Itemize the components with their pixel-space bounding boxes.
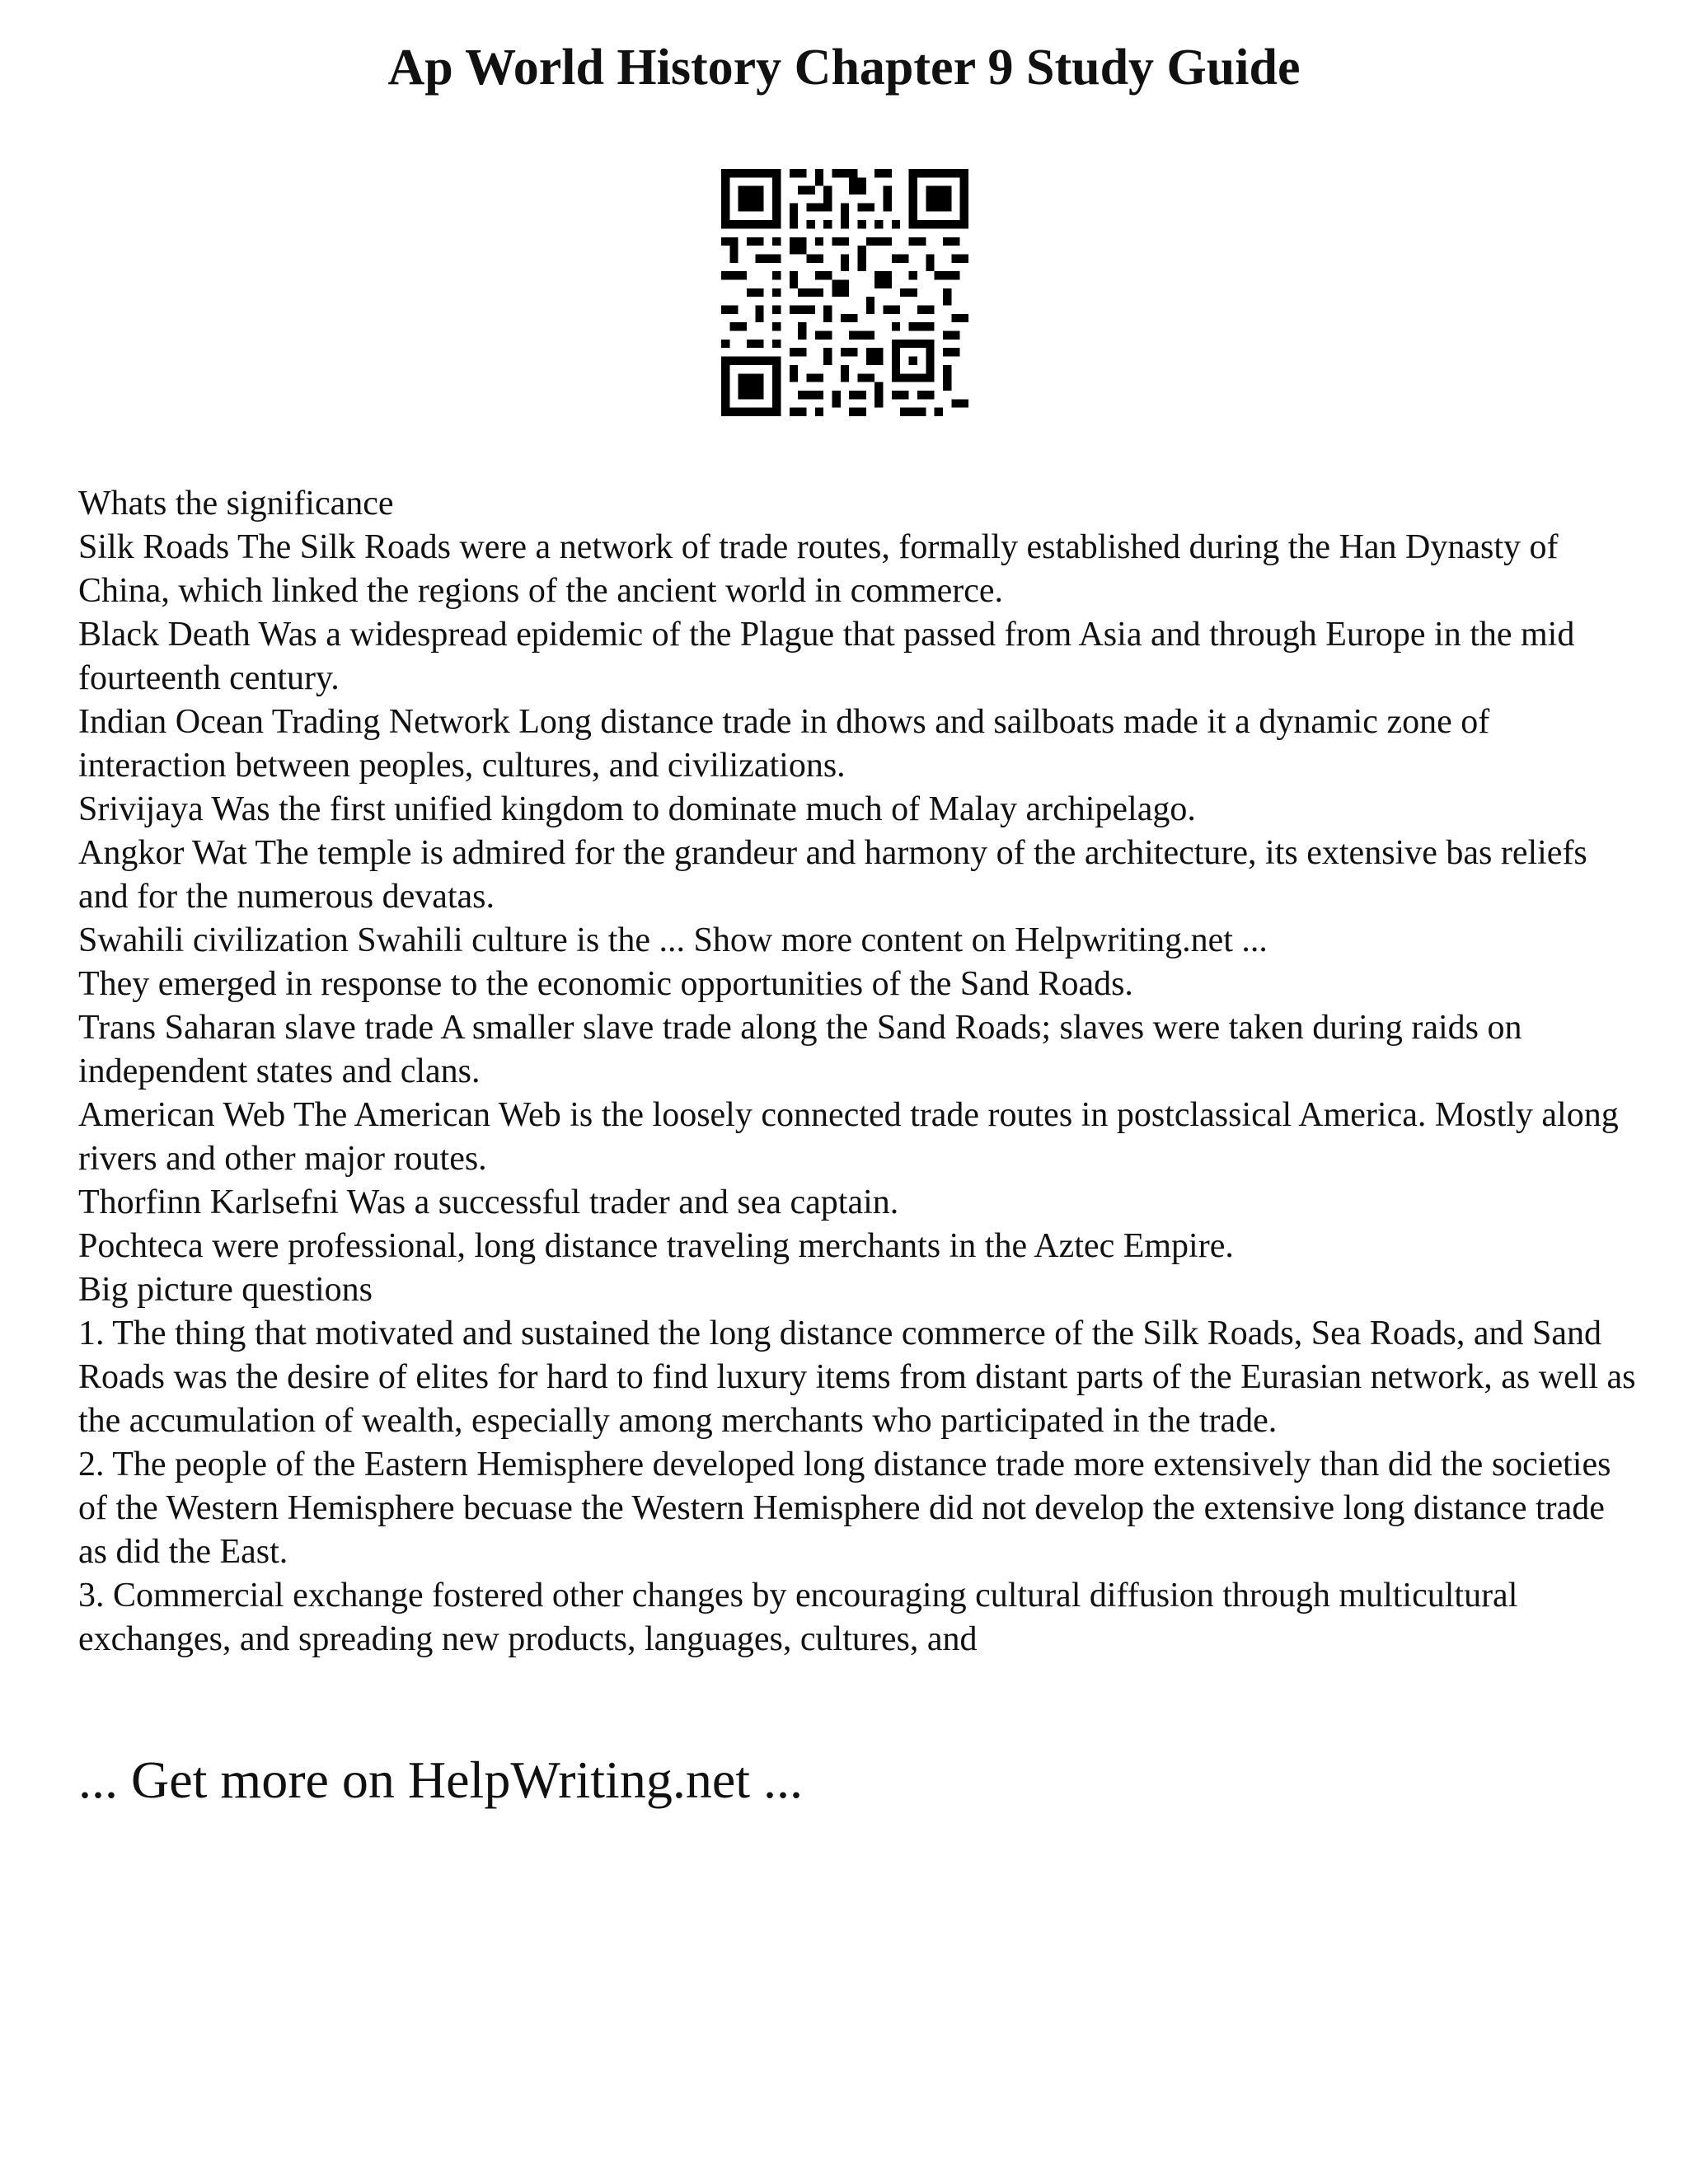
- term-black-death: Black Death Was a widespread epidemic of the Plague that passed from Asia and through Europe in the mid fourteenth century.: [78, 616, 1575, 697]
- section-heading: Big picture questions: [78, 1271, 373, 1309]
- term-pochteca: Pochteca were professional, long distance traveling merchants in the Aztec Empire.: [78, 1227, 1234, 1265]
- term-thorfinn: Thorfinn Karlsefni Was a successful trader and sea captain.: [78, 1183, 899, 1221]
- study-guide-body: [78, 482, 1636, 1661]
- term-angkor-wat: Angkor Wat The temple is admired for the grandeur and harmony of the architecture, its extensive bas reliefs and for the numerous devatas.: [78, 834, 1587, 916]
- get-more-link[interactable]: ... Get more on HelpWriting.net ...: [78, 1750, 803, 1809]
- answer-1: 1. The thing that motivated and sustained the long distance commerce of the Silk Roads, Sea Roads, and Sand Roads was the desire of elites for hard to find luxury items from distant parts of the Eurasian network, as well as the accumulation of wealth, especially among merchants who participated in the trade.: [78, 1315, 1636, 1440]
- page-title: Ap World History Chapter 9 Study Guide: [387, 40, 1301, 96]
- section-heading: Whats the significance: [78, 485, 394, 523]
- qr-code-icon: [721, 169, 968, 416]
- term-indian-ocean: Indian Ocean Trading Network Long distance trade in dhows and sailboats made it a dynamic zone of interaction between peoples, cultures, and civilizations.: [78, 703, 1490, 785]
- term-swahili: Swahili civilization Swahili culture is the ... Show more content on Helpwriting.net ...: [78, 921, 1268, 959]
- answer-2: 2. The people of the Eastern Hemisphere developed long distance trade more extensively than did the societies of the Western Hemisphere becuase the Western Hemisphere did not develop the extensive long distance trade as did the East.: [78, 1446, 1611, 1571]
- term-american-web: American Web The American Web is the loosely connected trade routes in postclassical America. Mostly along rivers and other major routes.: [78, 1096, 1619, 1178]
- term-srivijaya: Srivijaya Was the first unified kingdom to dominate much of Malay archipelago.: [78, 790, 1196, 828]
- answer-3: 3. Commercial exchange fostered other changes by encouraging cultural diffusion through multicultural exchanges, and spreading new products, languages, cultures, and: [78, 1577, 1518, 1658]
- paragraph: They emerged in response to the economic opportunities of the Sand Roads.: [78, 965, 1133, 1003]
- term-silk-roads: Silk Roads The Silk Roads were a network of trade routes, formally established during the Han Dynasty of China, which linked the regions of the ancient world in commerce.: [78, 528, 1559, 610]
- term-trans-saharan: Trans Saharan slave trade A smaller slave trade along the Sand Roads; slaves were taken during raids on independent states and clans.: [78, 1009, 1522, 1090]
